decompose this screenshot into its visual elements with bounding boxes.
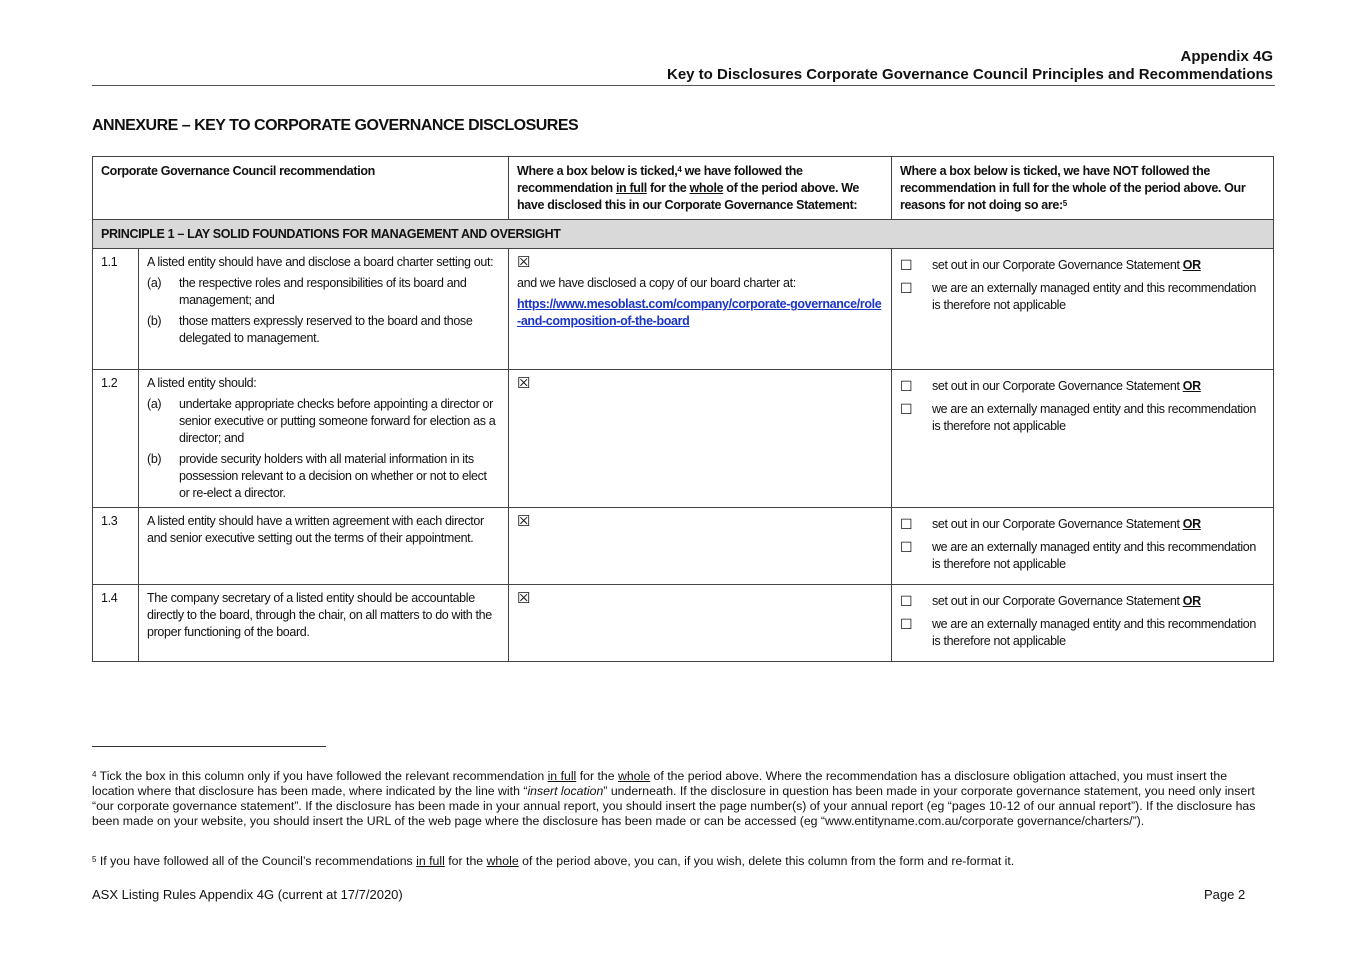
t: set out in our Corporate Governance Statement: [932, 379, 1183, 393]
page-header: [667, 48, 1273, 84]
followed-cell: [509, 585, 892, 662]
t: 4: [92, 770, 97, 779]
followed-cell: [509, 249, 892, 370]
rec-number: 1.1: [93, 249, 139, 370]
table-row: [93, 370, 1274, 508]
disclosure-note: and we have disclosed a copy of our board charter at:: [517, 276, 796, 290]
t: in full: [416, 854, 445, 868]
t: we are an externally managed entity and this recommendation is therefore not applicable: [932, 617, 1256, 648]
t: for the: [646, 181, 690, 195]
rec-text: [139, 370, 509, 508]
rec-main-text: A listed entity should have a written agreement with each director and senior executive setting out the terms of their appointment.: [147, 514, 484, 545]
t: of the period above, you can, if you wish, delete this column from the form and re-format it.: [518, 854, 1015, 868]
t: insert location: [527, 784, 604, 798]
checked-checkbox-icon[interactable]: ☒: [517, 590, 531, 607]
t: If you have followed all of the Council’s recommendations: [96, 854, 417, 868]
option-externally-managed: [900, 616, 1265, 650]
subitem-label: (a): [147, 276, 162, 290]
principle-heading: PRINCIPLE 1 – LAY SOLID FOUNDATIONS FOR MANAGEMENT AND OVERSIGHT: [93, 220, 1274, 249]
rec-main-text: A listed entity should:: [147, 376, 257, 390]
page-title: ANNEXURE – KEY TO CORPORATE GOVERNANCE DISCLOSURES: [92, 117, 579, 134]
rec-subitem: [147, 451, 500, 502]
not-followed-cell: [892, 249, 1274, 370]
unchecked-checkbox-icon[interactable]: ☐: [900, 516, 913, 532]
t: in full: [547, 769, 577, 783]
rec-number: 1.2: [93, 370, 139, 508]
rec-subitem: [147, 396, 500, 447]
rec-text: [139, 249, 509, 370]
checked-checkbox-icon[interactable]: ☒: [517, 513, 531, 530]
header-col2: [509, 157, 892, 220]
t: ” underneath. If the disclosure in question has been made in your corporate governance statement, you need only insert “our corporate governance statement”. If the disclosure has been made in your annual report, you should insert the page number(s) of your annual report (eg “pages 10-12 of our annual report”). If the disclosure has been made on your website, you should insert the URL of the web page where the disclosure has been made or can be accessed (eg “www.entityname.com.au/corporate governance/charters/”).: [92, 784, 1256, 828]
checked-checkbox-icon[interactable]: ☒: [517, 254, 531, 271]
footnote-rule: [92, 746, 326, 747]
t: of the period above. We have disclosed this in our Corporate Governance Statement:: [517, 181, 860, 212]
table-row: [93, 585, 1274, 662]
t: whole: [689, 181, 724, 195]
t: Tick the box in this column only if you have followed the relevant recommendation: [96, 769, 548, 783]
option-externally-managed: [900, 539, 1265, 573]
t: OR: [1182, 517, 1201, 531]
t: 5: [92, 855, 97, 864]
subitem-text: those matters expressly reserved to the board and those delegated to management.: [179, 314, 473, 345]
subitem-label: (b): [147, 314, 162, 328]
page-number: Page 2: [1204, 887, 1246, 902]
t: set out in our Corporate Governance Statement: [932, 517, 1183, 531]
table-row: [93, 508, 1274, 585]
header-line1: Appendix 4G: [1180, 48, 1273, 65]
followed-cell: [509, 370, 892, 508]
subitem-label: (b): [147, 452, 162, 466]
footer-source: ASX Listing Rules Appendix 4G (current at 17/7/2020): [92, 887, 403, 902]
header-col1: Corporate Governance Council recommendation: [93, 157, 509, 220]
option-externally-managed: [900, 280, 1265, 314]
subitem-label: (a): [147, 397, 162, 411]
t: set out in our Corporate Governance Statement: [932, 594, 1183, 608]
header-col3: [892, 157, 1274, 220]
not-followed-cell: [892, 508, 1274, 585]
option-set-out: [900, 516, 1265, 533]
rec-subitem: [147, 275, 500, 309]
option-externally-managed: [900, 401, 1265, 435]
board-charter-link[interactable]: https://www.mesoblast.com/company/corporate-governance/role-and-composition-of-the-board: [517, 297, 882, 328]
footnote-ref: 5: [1062, 199, 1067, 208]
table-header-row: [93, 157, 1274, 220]
unchecked-checkbox-icon[interactable]: ☐: [900, 401, 913, 417]
t: Where a box below is ticked,: [517, 164, 678, 178]
footnote-5: [92, 854, 1272, 869]
subitem-text: the respective roles and responsibilities of its board and management; and: [179, 276, 467, 307]
t: we are an externally managed entity and this recommendation is therefore not applicable: [932, 281, 1256, 312]
unchecked-checkbox-icon[interactable]: ☐: [900, 539, 913, 555]
rec-subitem: [147, 313, 500, 347]
t: OR: [1182, 594, 1201, 608]
t: we are an externally managed entity and this recommendation is therefore not applicable: [932, 402, 1256, 433]
t: for the: [444, 854, 487, 868]
t: for the: [576, 769, 618, 783]
t: set out in our Corporate Governance Statement: [932, 258, 1183, 272]
header-line2: Key to Disclosures Corporate Governance Council Principles and Recommendations: [667, 66, 1273, 83]
principle-row: [93, 220, 1274, 249]
unchecked-checkbox-icon[interactable]: ☐: [900, 378, 913, 394]
t: whole: [486, 854, 519, 868]
subitem-text: provide security holders with all material information in its possession relevant to a decision on whether or not to elect or re-elect a director.: [179, 452, 487, 500]
rec-number: 1.4: [93, 585, 139, 662]
unchecked-checkbox-icon[interactable]: ☐: [900, 616, 913, 632]
option-set-out: [900, 593, 1265, 610]
t: OR: [1182, 379, 1201, 393]
t: Where a box below is ticked, we have NOT followed the recommendation in full for the whole of the period above. Our reasons for not doing so are:: [900, 164, 1246, 212]
footnote-ref: 4: [677, 165, 682, 174]
rec-main-text: A listed entity should have and disclose a board charter setting out:: [147, 255, 494, 269]
unchecked-checkbox-icon[interactable]: ☐: [900, 593, 913, 609]
subitem-text: undertake appropriate checks before appointing a director or senior executive or putting someone forward for election as a director; and: [179, 397, 496, 445]
unchecked-checkbox-icon[interactable]: ☐: [900, 280, 913, 296]
not-followed-cell: [892, 585, 1274, 662]
t: in full: [615, 181, 647, 195]
option-set-out: [900, 257, 1265, 274]
t: OR: [1182, 258, 1201, 272]
t: we are an externally managed entity and this recommendation is therefore not applicable: [932, 540, 1256, 571]
rec-main-text: The company secretary of a listed entity should be accountable directly to the board, through the chair, on all matters to do with the proper functioning of the board.: [147, 591, 492, 639]
footnote-4: [92, 769, 1272, 829]
unchecked-checkbox-icon[interactable]: ☐: [900, 257, 913, 273]
rec-number: 1.3: [93, 508, 139, 585]
t: whole: [618, 769, 651, 783]
followed-cell: [509, 508, 892, 585]
t: we have followed the recommendation: [517, 164, 803, 195]
header-rule: [92, 85, 1275, 86]
rec-text: [139, 508, 509, 585]
rec-text: [139, 585, 509, 662]
option-set-out: [900, 378, 1265, 395]
table-row: [93, 249, 1274, 370]
not-followed-cell: [892, 370, 1274, 508]
disclosure-table: [92, 156, 1274, 662]
t: of the period above. Where the recommendation has a disclosure obligation attached, you must insert the location where that disclosure has been made, where indicated by the line with “: [92, 769, 1228, 798]
checked-checkbox-icon[interactable]: ☒: [517, 375, 531, 392]
